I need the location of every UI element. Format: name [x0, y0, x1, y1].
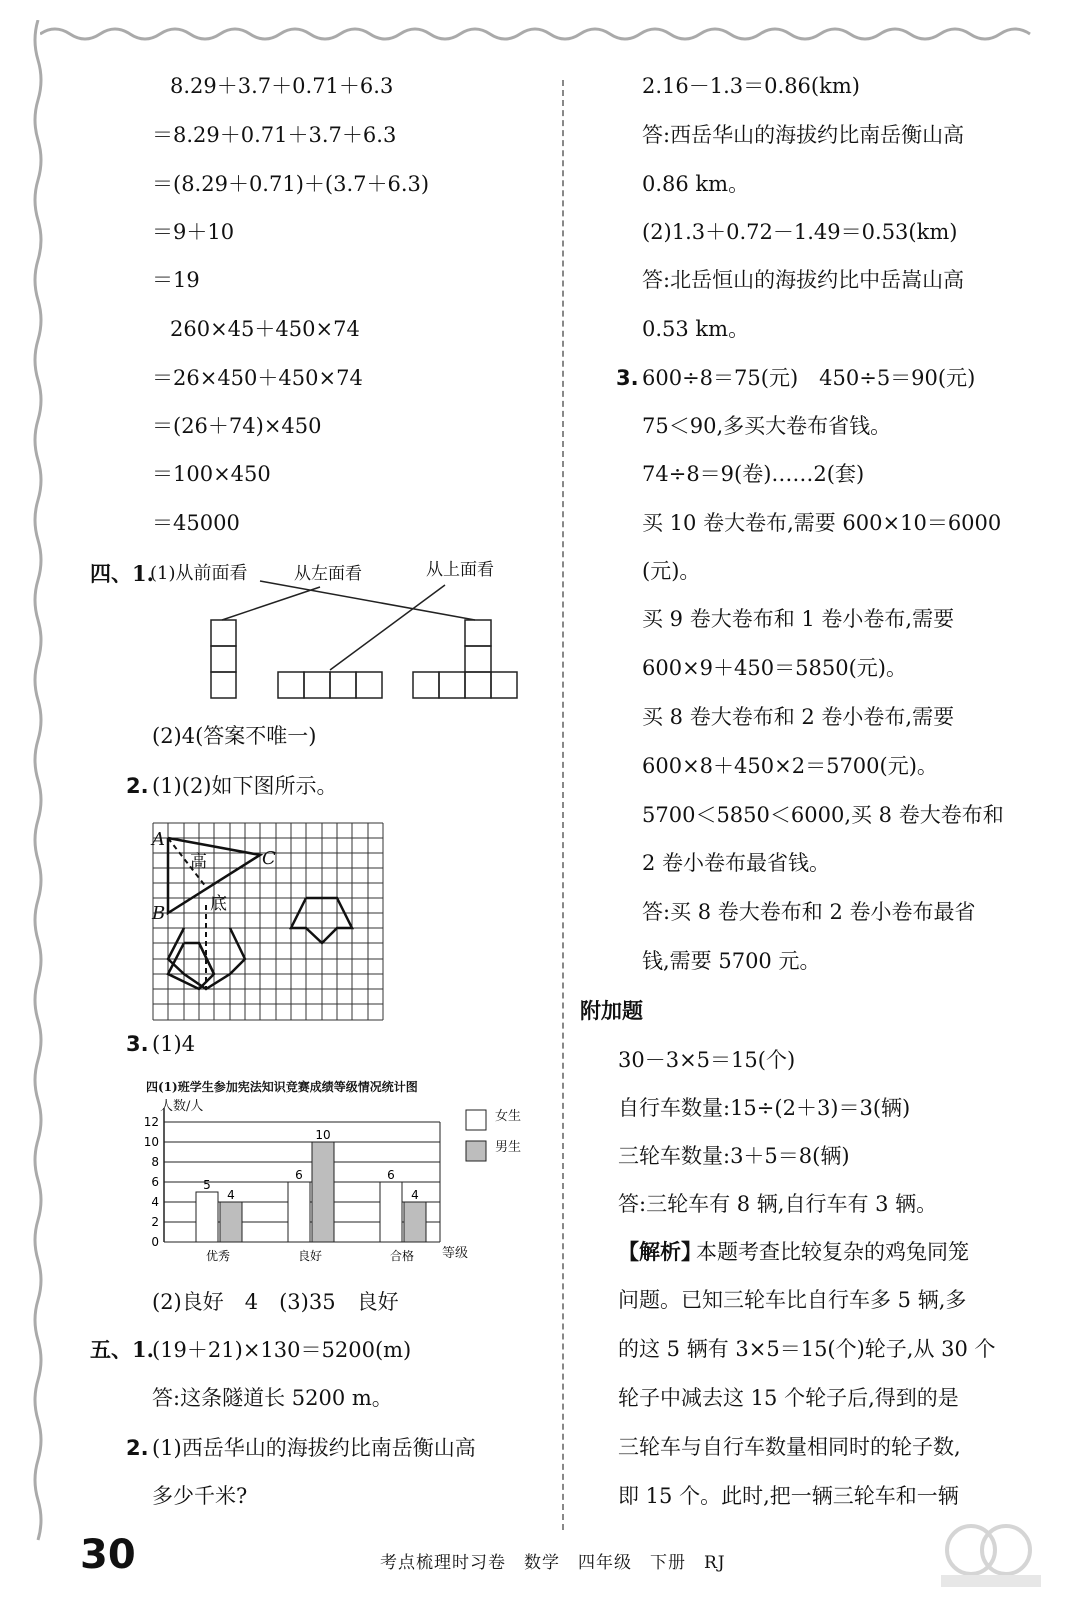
section5-label: 五、1.	[90, 1337, 154, 1362]
calc-line: ＝45000	[152, 511, 240, 535]
y-tick-label: 8	[151, 1155, 159, 1169]
y-tick-label: 6	[151, 1175, 159, 1189]
y-tick-label: 10	[143, 1135, 159, 1149]
analysis-line: 本题考查比较复杂的鸡兔同笼	[696, 1240, 969, 1264]
x-category-label: 优秀	[205, 1249, 231, 1263]
analysis-line: 的这 5 辆有 3×5＝15(个)轮子,从 30 个	[618, 1337, 996, 1361]
calc-line: ＝(8.29＋0.71)＋(3.7＋6.3)	[152, 172, 430, 196]
calc-line: ＝9＋10	[152, 220, 235, 244]
calc-line: ＝26×450＋450×74	[152, 366, 363, 390]
view-front-label: (1)从前面看	[150, 563, 248, 584]
bar	[196, 1192, 218, 1242]
bar-value-label: 6	[295, 1168, 303, 1182]
q3-answer2: (2)良好 4 (3)35 良好	[152, 1290, 399, 1314]
legend-girl-label: 女生	[495, 1109, 522, 1124]
right-line: 0.53 km。	[642, 317, 750, 341]
bar-value-label: 5	[203, 1178, 211, 1192]
q3-line: 75＜90,多买大卷布省钱。	[642, 414, 892, 438]
bar	[312, 1142, 334, 1242]
calc-line: ＝19	[152, 268, 200, 292]
bonus-title: 附加题	[580, 999, 643, 1023]
section4-label: 四、1.	[90, 561, 154, 586]
y-tick-label: 2	[151, 1215, 159, 1229]
decorative-top-border	[40, 18, 1050, 44]
q2-text: (1)(2)如下图所示。	[152, 774, 338, 798]
q3-line: 600×9＋450＝5850(元)。	[642, 656, 907, 680]
q3-line: 74÷8＝9(卷)……2(套)	[642, 462, 865, 486]
q3-line: 2 卷小卷布最省钱。	[642, 851, 831, 875]
q2-label: 2.	[126, 774, 149, 798]
y-tick-label: 0	[151, 1235, 159, 1249]
bar-value-label: 10	[315, 1128, 331, 1142]
analysis-line: 即 15 个。此时,把一辆三轮车和一辆	[618, 1484, 959, 1508]
bar-value-label: 4	[411, 1188, 419, 1202]
analysis-label: 【解析】	[618, 1239, 702, 1264]
right-line: 答:西岳华山的海拔约比南岳衡山高	[642, 123, 965, 147]
x-category-label: 良好	[297, 1249, 323, 1263]
analysis-line: 问题。已知三轮车比自行车多 5 辆,多	[618, 1288, 967, 1312]
page-number: 30	[80, 1532, 136, 1578]
s5-q1-answer: 答:这条隧道长 5200 m。	[152, 1386, 393, 1410]
q3-label: 3.	[126, 1032, 149, 1056]
decorative-left-border	[30, 20, 46, 1565]
bar	[288, 1182, 310, 1242]
views-matching-figure	[200, 575, 530, 705]
bar	[404, 1202, 426, 1242]
chart-title: 四(1)班学生参加宪法知识竞赛成绩等级情况统计图	[146, 1080, 418, 1094]
right-line: 0.86 km。	[642, 172, 750, 196]
s5-q2-label: 2.	[126, 1436, 149, 1460]
q3-line: 600×8＋450×2＝5700(元)。	[642, 754, 938, 778]
point-a-label: A	[152, 829, 165, 850]
y-tick-label: 12	[143, 1115, 159, 1129]
bar-value-label: 4	[227, 1188, 235, 1202]
q3-line: 5700＜5850＜6000,买 8 卷大卷布和	[642, 803, 1004, 827]
point-c-label: C	[262, 848, 276, 869]
q3-line: 钱,需要 5700 元。	[642, 949, 821, 973]
y-tick-label: 4	[151, 1195, 159, 1209]
view-left-label: 从左面看	[294, 564, 362, 584]
s5-q1-text: (19＋21)×130＝5200(m)	[152, 1338, 412, 1362]
x-category-label: 合格	[389, 1249, 415, 1263]
q1-answer2: (2)4(答案不唯一)	[152, 724, 317, 748]
bar	[220, 1202, 242, 1242]
right-line: 2.16－1.3＝0.86(km)	[642, 74, 860, 98]
q3-line: 买 10 卷大卷布,需要 600×10＝6000	[642, 511, 1002, 535]
bar-value-label: 6	[387, 1168, 395, 1182]
q3-line: 买 8 卷大卷布和 2 卷小卷布,需要	[642, 705, 955, 729]
bar-chart	[140, 1108, 540, 1268]
bar	[380, 1182, 402, 1242]
calc-line: ＝100×450	[152, 462, 271, 486]
bonus-line: 答:三轮车有 8 辆,自行车有 3 辆。	[618, 1192, 938, 1216]
q3-line: 600÷8＝75(元) 450÷5＝90(元)	[642, 366, 976, 390]
analysis-line: 轮子中减去这 15 个轮子后,得到的是	[618, 1386, 959, 1410]
right-line: 答:北岳恒山的海拔约比中岳嵩山高	[642, 268, 965, 292]
q3-line: 买 9 卷大卷布和 1 卷小卷布,需要	[642, 607, 955, 631]
chart-xlabel: 等级	[442, 1246, 469, 1261]
calc-line: ＝(26＋74)×450	[152, 414, 322, 438]
right-line: (2)1.3＋0.72－1.49＝0.53(km)	[642, 220, 958, 244]
height-label: 高	[190, 852, 207, 872]
bonus-line: 三轮车数量:3＋5＝8(辆)	[618, 1144, 850, 1168]
analysis-line: 三轮车与自行车数量相同时的轮子数,	[618, 1435, 961, 1459]
view-top-label: 从上面看	[426, 560, 494, 580]
column-divider	[562, 80, 564, 1530]
q3-right-label: 3.	[616, 366, 639, 390]
calc-line: 8.29＋3.7＋0.71＋6.3	[170, 74, 394, 98]
q3-text: (1)4	[152, 1032, 196, 1056]
s5-q2-text2: 多少千米?	[152, 1484, 248, 1508]
bonus-line: 自行车数量:15÷(2＋3)＝3(辆)	[618, 1096, 911, 1120]
legend-boy-label: 男生	[495, 1140, 522, 1155]
s5-q2-text: (1)西岳华山的海拔约比南岳衡山高	[152, 1436, 476, 1460]
q3-line: 答:买 8 卷大卷布和 2 卷小卷布最省	[642, 900, 976, 924]
legend-swatch	[466, 1110, 486, 1130]
calc-line: 260×45＋450×74	[170, 317, 360, 341]
footer-text: 考点梳理时习卷 数学 四年级 下册 RJ	[380, 1553, 726, 1573]
chart-ylabel: 人数/人	[160, 1099, 204, 1114]
watermark-logo	[936, 1520, 1046, 1590]
point-b-label: B	[152, 903, 166, 924]
legend-swatch	[466, 1141, 486, 1161]
bonus-line: 30－3×5＝15(个)	[618, 1048, 796, 1072]
calc-line: ＝8.29＋0.71＋3.7＋6.3	[152, 123, 397, 147]
q3-line: (元)。	[642, 559, 701, 583]
base-label: 底	[210, 894, 227, 914]
